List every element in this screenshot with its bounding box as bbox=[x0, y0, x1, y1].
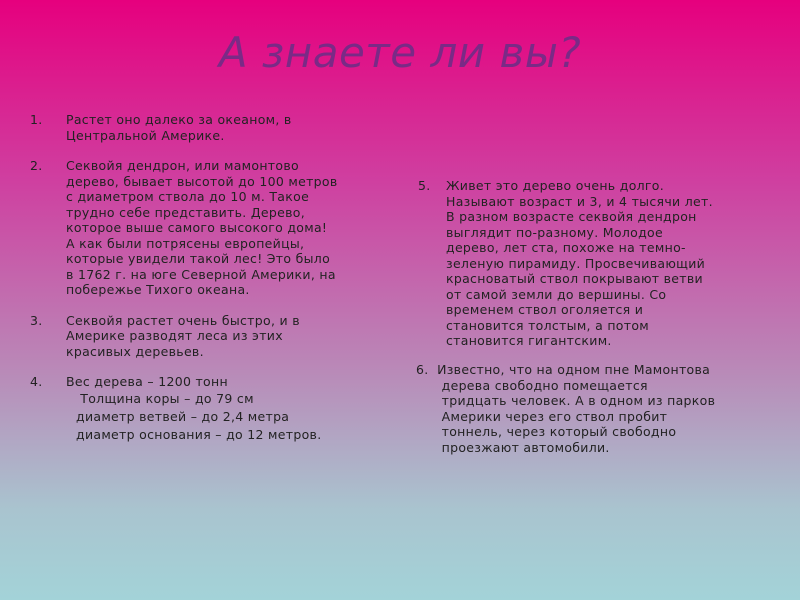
slide-title: А знаете ли вы? bbox=[218, 28, 582, 77]
item-sub-line: диаметр основания – до 12 метров. bbox=[76, 426, 322, 442]
item-text: 6. Известно, что на одном пне Мамонтова дерева свободно помещается тридцать человек. А в одном из парков Америки через его ствол пробит тоннель, через который свободно проезжают автомобили. bbox=[416, 362, 716, 455]
item-number: 4. bbox=[30, 374, 43, 389]
list-item-6 bbox=[0, 362, 715, 455]
item-number: 2. bbox=[30, 158, 43, 173]
list-item-1 bbox=[0, 112, 400, 143]
item-sub-line: Толщина коры – до 79 см bbox=[76, 390, 254, 406]
item-text: Секвойя дендрон, или мамонтово дерево, бывает высотой до 100 метров с диаметром ствола до 10 м. Такое трудно себе представить. Дерево, которое выше самого высокого дома! А как были потрясены европейцы, которые увидели такой лес! Это было в 1762 г. на юге Северной Америки, на побережье Тихого океана. bbox=[66, 158, 338, 297]
item-text: Вес дерева – 1200 тонн bbox=[66, 374, 228, 389]
item-number: 3. bbox=[30, 312, 43, 328]
item-number: 5. bbox=[418, 178, 431, 193]
list-item-5 bbox=[0, 178, 713, 349]
item-text: Растет оно далеко за океаном, в Центральной Америке. bbox=[66, 112, 292, 143]
item-number: 1. bbox=[30, 112, 43, 127]
item-text: Живет это дерево очень долго. Называют возраст и 3, и 4 тысячи лет. В разном возрасте секвойя дендрон выглядит по-разному. Молодое дерево, лет ста, похоже на темно- зеленую пирамиду. Просвечивающий красноватый ствол покрывают ветви от самой земли до вершины. Со временем ствол оголяется и становится толстым, а потом становится гигантским. bbox=[446, 178, 713, 348]
item-text: Секвойя растет очень быстро, и в Америке разводят леса из этих красивых деревьев. bbox=[66, 312, 300, 359]
item-sub-line: диаметр ветвей – до 2,4 метра bbox=[76, 408, 290, 424]
